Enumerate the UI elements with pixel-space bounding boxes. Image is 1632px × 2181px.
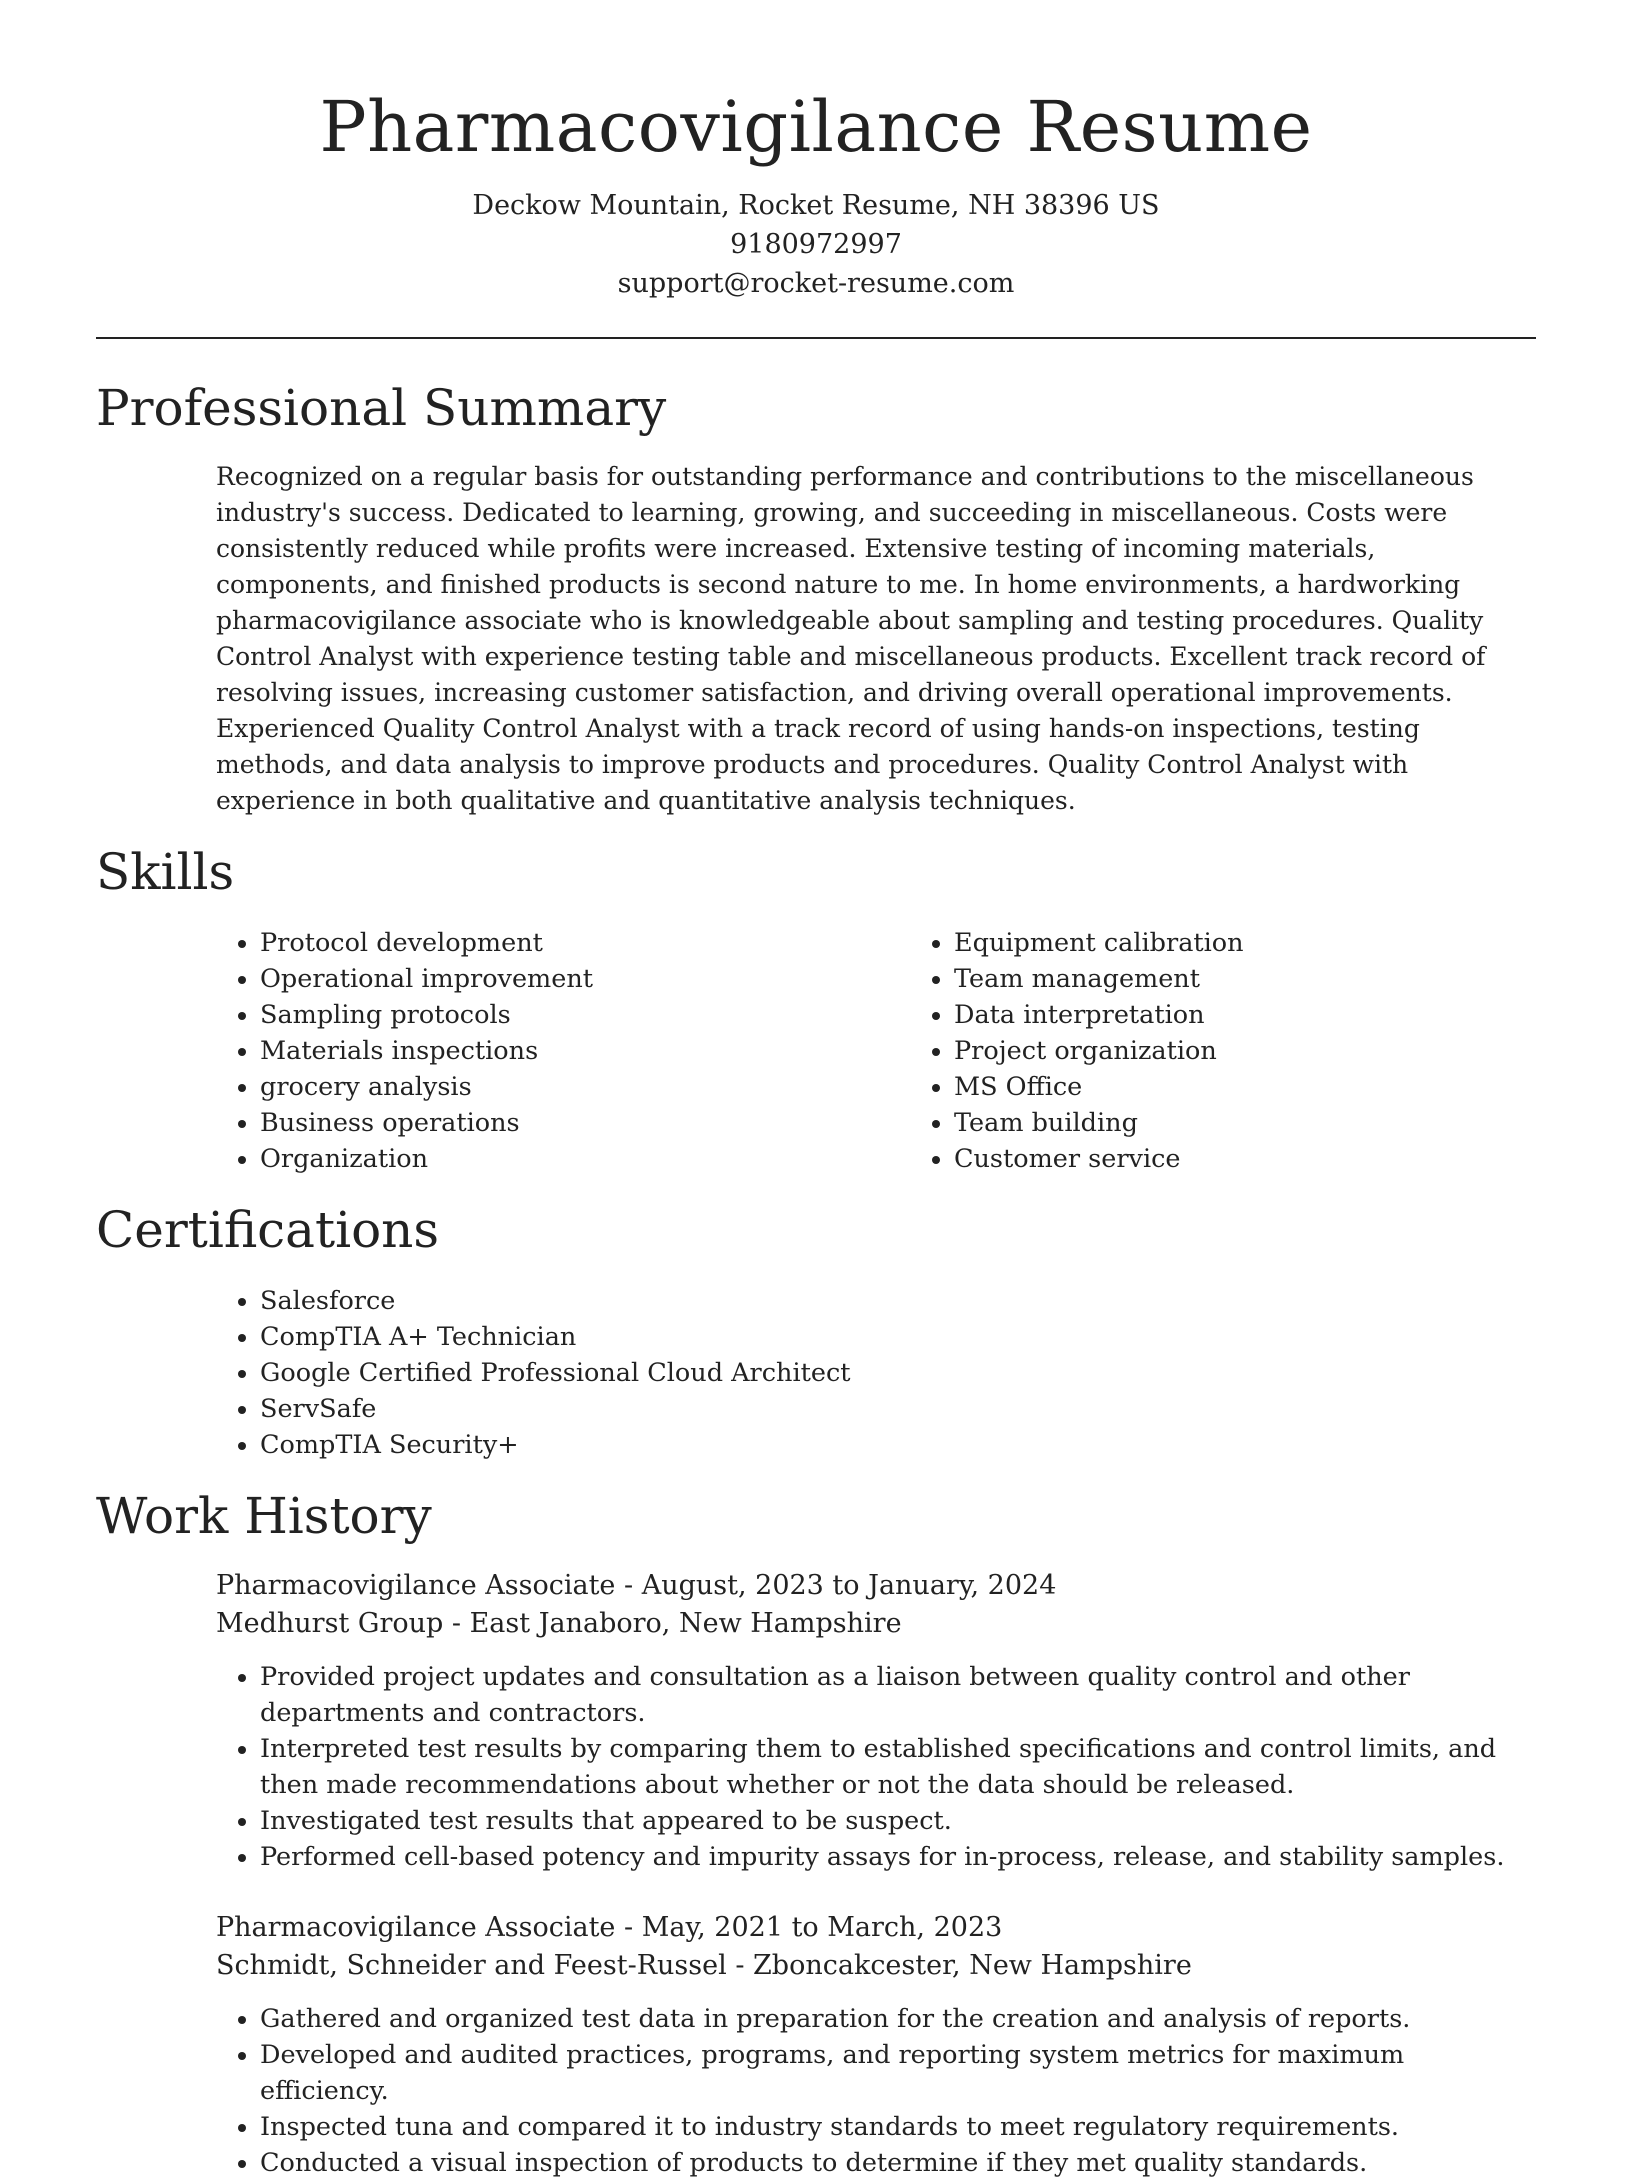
resume-title: Pharmacovigilance Resume — [319, 86, 1313, 168]
skill-item: • MS Office — [954, 1069, 1244, 1105]
job-bullet: • Inspected tuna and compared it to industry standards to meet regulatory requirements. — [260, 2109, 1536, 2145]
summary-text: Recognized on a regular basis for outstanding performance and contributions to the miscellaneous industry's success. Dedicated to learning, growing, and succeeding in miscellaneous. Costs were consistently reduced while profits were increased. Extensive testing of incoming materials, components, and finished products is second nature to me. In home environments, a hardworking pharmacovigilance associate who is knowledgeable about sampling and testing procedures. Quality Control Analyst with experience testing table and miscellaneous products. Excellent track record of resolving issues, increasing customer satisfaction, and driving overall operational improvements. Experienced Quality Control Analyst with a track record of using hands-on inspections, testing methods, and data analysis to improve products and procedures. Quality Control Analyst with experience in both qualitative and quantitative analysis techniques. — [216, 462, 1486, 815]
job-title: Pharmacovigilance Associate — [216, 1570, 616, 1601]
job-dates: May, 2021 to March, 2023 — [641, 1912, 1003, 1943]
section-heading-work-history: Work History — [96, 1487, 432, 1545]
work-history-section — [96, 1485, 1536, 2181]
resume-header — [96, 0, 1536, 303]
email: support@rocket-resume.com — [617, 268, 1015, 299]
job-company-line: Schmidt, Schneider and Feest-Russel - Zboncakcester, New Hampshire — [216, 1950, 1192, 1981]
skill-item: • Project organization — [954, 1033, 1244, 1069]
job-title-line: Pharmacovigilance Associate - August, 2023 to January, 2024 — [216, 1570, 1057, 1601]
skill-item: • Operational improvement — [260, 961, 910, 997]
contact-info — [96, 186, 1536, 303]
job-bullet: • Performed cell-based potency and impurity assays for in-process, release, and stability samples. — [260, 1839, 1536, 1875]
skill-item: • Team building — [954, 1105, 1244, 1141]
job-entry — [96, 1909, 1536, 2181]
skill-item: • grocery analysis — [260, 1069, 910, 1105]
certifications-list-wrap — [96, 1283, 1536, 1463]
job-location: East Janaboro, New Hampshire — [469, 1608, 902, 1639]
job-bullet: • Investigated test results that appeared to be suspect. — [260, 1803, 1536, 1839]
job-entry — [96, 1567, 1536, 1875]
section-heading-skills: Skills — [96, 843, 235, 901]
skills-list-left — [216, 925, 910, 1177]
certifications-list — [216, 1283, 1536, 1463]
job-bullets — [216, 2001, 1536, 2181]
certifications-section — [96, 1199, 1536, 1463]
skill-item: • Team management — [954, 961, 1244, 997]
address: Deckow Mountain, Rocket Resume, NH 38396 US — [472, 190, 1160, 221]
phone: 9180972997 — [730, 229, 902, 260]
section-heading-summary: Professional Summary — [96, 379, 667, 437]
certification-item: • CompTIA Security+ — [260, 1427, 1536, 1463]
skill-item: • Data interpretation — [954, 997, 1244, 1033]
certification-item: • Salesforce — [260, 1283, 1536, 1319]
skill-item: • Equipment calibration — [954, 925, 1244, 961]
skills-section — [96, 841, 1536, 1177]
skill-item: • Organization — [260, 1141, 910, 1177]
job-bullet: • Interpreted test results by comparing them to established specifications and control limits, and then made recommendations about whether or not the data should be released. — [260, 1731, 1536, 1803]
skill-item: • Business operations — [260, 1105, 910, 1141]
skill-item: • Protocol development — [260, 925, 910, 961]
skills-list-right — [910, 925, 1244, 1177]
job-title: Pharmacovigilance Associate — [216, 1912, 616, 1943]
job-company: Medhurst Group — [216, 1608, 444, 1639]
job-bullet: • Gathered and organized test data in preparation for the creation and analysis of reports. — [260, 2001, 1536, 2037]
job-dates: August, 2023 to January, 2024 — [641, 1570, 1057, 1601]
header-divider — [96, 337, 1536, 339]
job-bullets — [216, 1659, 1536, 1875]
job-title-line: Pharmacovigilance Associate - May, 2021 to March, 2023 — [216, 1912, 1003, 1943]
skill-item: • Materials inspections — [260, 1033, 910, 1069]
section-heading-certifications: Certifications — [96, 1201, 440, 1259]
certification-item: • CompTIA A+ Technician — [260, 1319, 1536, 1355]
certification-item: • Google Certified Professional Cloud Architect — [260, 1355, 1536, 1391]
job-location: Zboncakcester, New Hampshire — [753, 1950, 1192, 1981]
job-bullet: • Conducted a visual inspection of products to determine if they met quality standards. — [260, 2145, 1536, 2181]
skill-item: • Customer service — [954, 1141, 1244, 1177]
job-company-line: Medhurst Group - East Janaboro, New Hampshire — [216, 1608, 902, 1639]
skill-item: • Sampling protocols — [260, 997, 910, 1033]
skills-columns — [96, 925, 1536, 1177]
job-bullet: • Provided project updates and consultation as a liaison between quality control and other departments and contractors. — [260, 1659, 1536, 1731]
certification-item: • ServSafe — [260, 1391, 1536, 1427]
professional-summary-section — [96, 377, 1536, 819]
job-company: Schmidt, Schneider and Feest-Russel — [216, 1950, 727, 1981]
job-bullet: • Developed and audited practices, programs, and reporting system metrics for maximum efficiency. — [260, 2037, 1536, 2109]
